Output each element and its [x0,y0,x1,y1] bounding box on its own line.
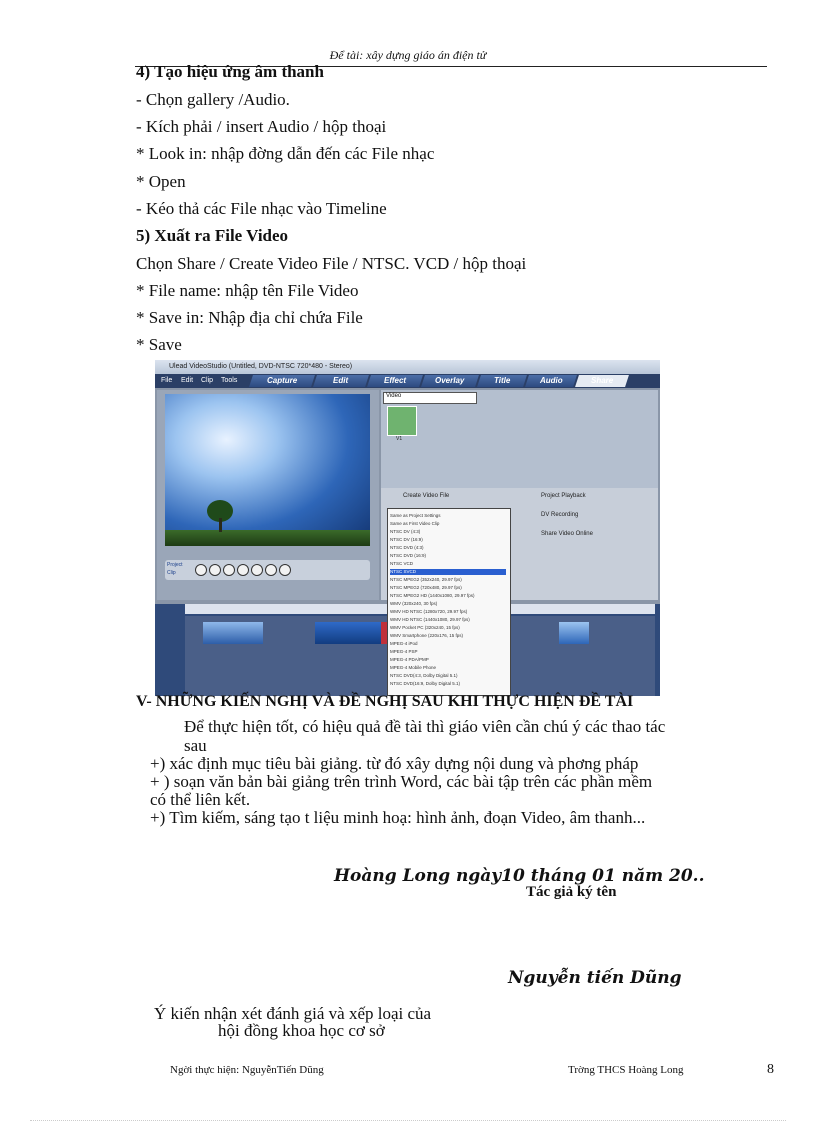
library-thumbnail[interactable] [387,406,417,436]
popup-menu-item[interactable]: Same as Project Settings [390,513,441,518]
sectionV-line-1: Để thực hiện tốt, có hiệu quả đề tài thì giáo viên cần chú ý các thao tác [184,717,666,736]
sectionV-heading: V- NHỮNG KIẾN NGHỊ VÀ ĐỀ NGHỊ SAU KHI THỰC HIỆN ĐỀ TÀI [136,693,634,710]
sectionV-line-6: +) Tìm kiếm, sáng tạo t liệu minh hoạ: hình ảnh, đoạn Video, âm thanh... [150,808,646,827]
preview-ground [165,530,370,546]
timeline-clip-1[interactable] [203,622,263,644]
volume-icon[interactable] [279,564,291,576]
popup-menu-item[interactable]: WMV Pocket PC (320x240, 15 fps) [390,625,460,630]
section5-line-1: Chọn Share / Create Video File / NTSC. VCD / hộp thoại [136,254,527,273]
section5-line-2: * File name: nhập tên File Video [136,281,359,300]
timeline-clip-2[interactable] [315,622,381,644]
play-icon[interactable] [195,564,207,576]
timeline-clip-4[interactable] [559,622,589,644]
popup-menu-item[interactable]: NTSC DVD(16:9, Dolby Digital 5.1) [390,681,461,686]
window-title: Ulead VideoStudio (Untitled, DVD-NTSC 720*480 - Stereo) [169,363,353,370]
popup-menu-item[interactable]: NTSC DVD(4:3, Dolby Digital 5.1) [390,673,458,678]
popup-menu-item[interactable]: NTSC MPEG2 HD (1440x1080, 29.97 fps) [390,593,475,598]
section4-line-2: - Kích phải / insert Audio / hộp thoại [136,117,387,136]
library-dropdown-value: Video [386,393,402,399]
tab-share[interactable]: Share [575,375,629,387]
share-video-online-button[interactable]: Share Video Online [541,531,593,537]
section5-line-4: * Save [136,335,182,354]
menu-tools[interactable]: Tools [221,377,238,384]
menu-edit[interactable]: Edit [181,377,194,384]
page-number: 8 [767,1062,774,1077]
section4-line-5: - Kéo thả các File nhạc vào Timeline [136,199,387,218]
library-dropdown[interactable] [383,392,477,404]
create-video-popup-menu [387,508,511,696]
review-line-2: hội đồng khoa học cơ sở [218,1021,385,1040]
footer-right: Trờng THCS Hoàng Long [568,1064,684,1076]
sectionV-line-4: + ) soạn văn bản bài giảng trên trình Word, các bài tập trên các phần mềm [150,772,653,791]
home-icon[interactable] [209,564,221,576]
thumbnail-label: V1 [396,436,403,442]
repeat-icon[interactable] [265,564,277,576]
clip-label: Clip [167,570,176,576]
menu-file[interactable]: File [161,377,173,384]
videostudio-screenshot [155,360,660,696]
section4-line-4: * Open [136,172,186,191]
signature-place-date: Hoàng Long ngày10 tháng 01 năm 20.. [334,866,705,886]
next-icon[interactable] [237,564,249,576]
playback-controls [165,560,370,580]
tab-title[interactable]: Title [477,375,527,387]
popup-menu-item[interactable]: MPEG-4 Mobile Phone [390,665,437,670]
project-playback-button[interactable]: Project Playback [541,493,586,499]
end-icon[interactable] [251,564,263,576]
popup-menu-item[interactable]: WMV Smartphone (220x176, 15 fps) [390,633,464,638]
bottom-dotted-rule [30,1120,786,1121]
popup-menu-item[interactable]: Same as First Video Clip [390,521,440,526]
popup-menu-item[interactable]: WMV (320x240, 30 fps) [390,601,438,606]
popup-menu-item[interactable]: NTSC VCD [390,561,414,566]
tab-capture[interactable]: Capture [249,375,315,387]
window-titlebar [155,360,660,374]
section4-line-1: - Chọn gallery /Audio. [136,90,290,109]
popup-menu-item[interactable]: NTSC MPEG2 (720x480, 29.97 fps) [390,585,462,590]
popup-menu-item[interactable]: WMV HD NTSC (1280x720, 29.97 fps) [390,609,468,614]
tab-overlay[interactable]: Overlay [421,375,479,387]
tab-audio[interactable]: Audio [525,375,577,387]
tab-effect[interactable]: Effect [367,375,423,387]
section5-heading: 5) Xuất ra File Video [136,226,289,245]
project-label: Project [167,562,183,568]
popup-menu-item[interactable]: NTSC DVD (4:3) [390,545,424,550]
page-header-title: Để tài: xây dựng giáo án điện tử [329,48,487,62]
popup-menu-item[interactable]: MPEG-4 PDA/PMP [390,657,429,662]
section5-line-3: * Save in: Nhập địa chỉ chứa File [136,308,363,327]
section4-heading: 4) Tạo hiệu ứng âm thanh [136,62,324,81]
menu-bar [155,374,660,388]
popup-menu-item[interactable]: NTSC DV (16:9) [390,537,423,542]
tab-edit[interactable]: Edit [313,375,369,387]
sectionV-line-3: +) xác định mục tiêu bài giảng. từ đó xây dựng nội dung và phơng pháp [150,754,639,773]
popup-menu-item[interactable]: NTSC DV (4:3) [390,529,421,534]
signature-name: Nguyễn tiến Dũng [508,968,682,988]
prev-icon[interactable] [223,564,235,576]
menu-clip[interactable]: Clip [201,377,214,384]
sectionV-line-2: sau [184,736,207,755]
footer-left: Ngời thực hiện: NguyễnTiến Dũng [170,1064,324,1076]
review-line-1: Ý kiến nhận xét đánh giá và xếp loại của [154,1004,432,1023]
popup-menu-item[interactable]: NTSC MPEG2 (352x240, 29.97 fps) [390,577,462,582]
popup-menu-item[interactable]: WMV HD NTSC (1440x1080, 29.97 fps) [390,617,470,622]
create-video-file-button[interactable]: Create Video File [403,493,450,499]
dv-recording-button[interactable]: DV Recording [541,512,579,518]
popup-menu-item[interactable]: MPEG-4 iPod [390,641,418,646]
popup-menu-item[interactable]: NTSC DVD (16:9) [390,553,427,558]
popup-menu-item[interactable]: MPEG-4 PSP [390,649,418,654]
sectionV-line-5: có thể liên kết. [150,790,251,809]
video-preview [165,394,370,546]
tree-trunk [219,518,222,532]
signature-author-label: Tác giả ký tên [526,884,617,900]
section4-line-3: * Look in: nhập đờng dẫn đến các File nhạc [136,144,435,163]
popup-menu-item[interactable]: NTSC SVCD [390,569,506,575]
